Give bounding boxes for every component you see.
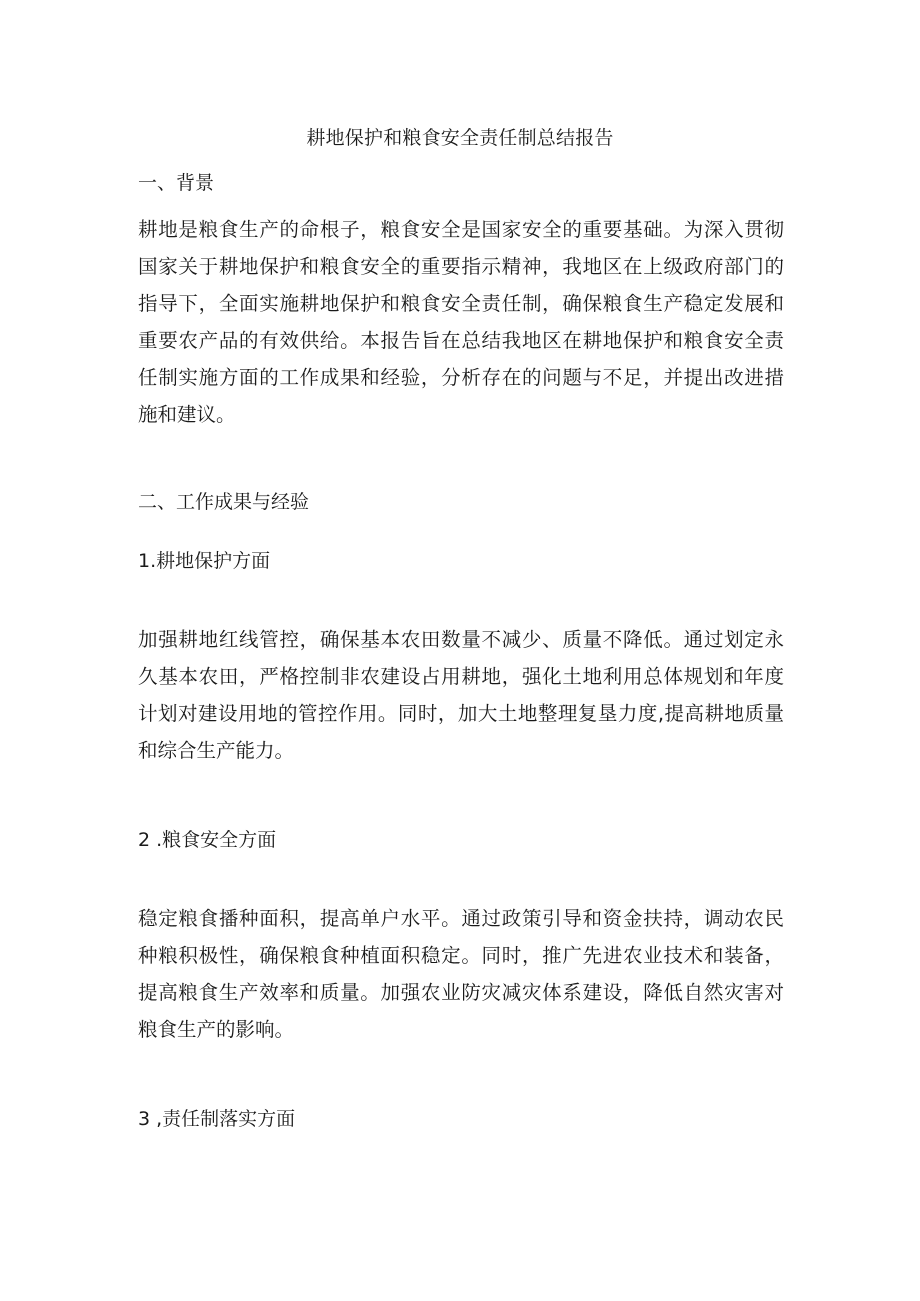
paragraph-line: 施和建议。 — [138, 403, 236, 426]
paragraph-line: 和综合生产能力。 — [138, 739, 295, 762]
paragraph-line: 重要农产品的有效供给。本报告旨在总结我地区在耕地保护和粮食安全责 — [138, 329, 784, 352]
document-title: 耕地保护和粮食安全责任制总结报告 — [306, 127, 614, 149]
paragraph-line: 计划对建设用地的管控作用。同时，加大土地整理复垦力度,提高耕地质量 — [138, 702, 784, 725]
paragraph-line: 稳定粮食播种面积，提高单户水平。通过政策引导和资金扶持，调动农民 — [138, 907, 784, 930]
paragraph-grain-security — [138, 900, 784, 1048]
subheading-farmland-protection: 1.耕地保护方面 — [138, 550, 271, 572]
section-heading-background: 一、背景 — [138, 172, 215, 194]
paragraph-farmland-protection — [138, 621, 784, 769]
paragraph-line: 提高粮食生产效率和质量。加强农业防灾减灾体系建设，降低自然灾害对 — [138, 981, 784, 1004]
section-heading-results: 二、工作成果与经验 — [138, 491, 310, 513]
subheading-grain-security: 2 .粮食安全方面 — [138, 829, 277, 851]
paragraph-line: 指导下，全面实施耕地保护和粮食安全责任制，确保粮食生产稳定发展和 — [138, 292, 784, 315]
paragraph-line: 粮食生产的影响。 — [138, 1018, 295, 1041]
paragraph-line: 种粮积极性，确保粮食种植面积稳定。同时，推广先进农业技术和装备， — [138, 944, 784, 967]
paragraph-line: 任制实施方面的工作成果和经验，分析存在的问题与不足，并提出改进措 — [138, 366, 784, 389]
subheading-responsibility: 3 ,责任制落实方面 — [138, 1108, 296, 1130]
paragraph-line: 国家关于耕地保护和粮食安全的重要指示精神，我地区在上级政府部门的 — [138, 255, 784, 278]
paragraph-background — [138, 211, 784, 433]
paragraph-line: 耕地是粮食生产的命根子，粮食安全是国家安全的重要基础。为深入贯彻 — [138, 218, 784, 241]
paragraph-line: 加强耕地红线管控，确保基本农田数量不减少、质量不降低。通过划定永 — [138, 628, 784, 651]
paragraph-line: 久基本农田，严格控制非农建设占用耕地，强化土地利用总体规划和年度 — [138, 665, 784, 688]
